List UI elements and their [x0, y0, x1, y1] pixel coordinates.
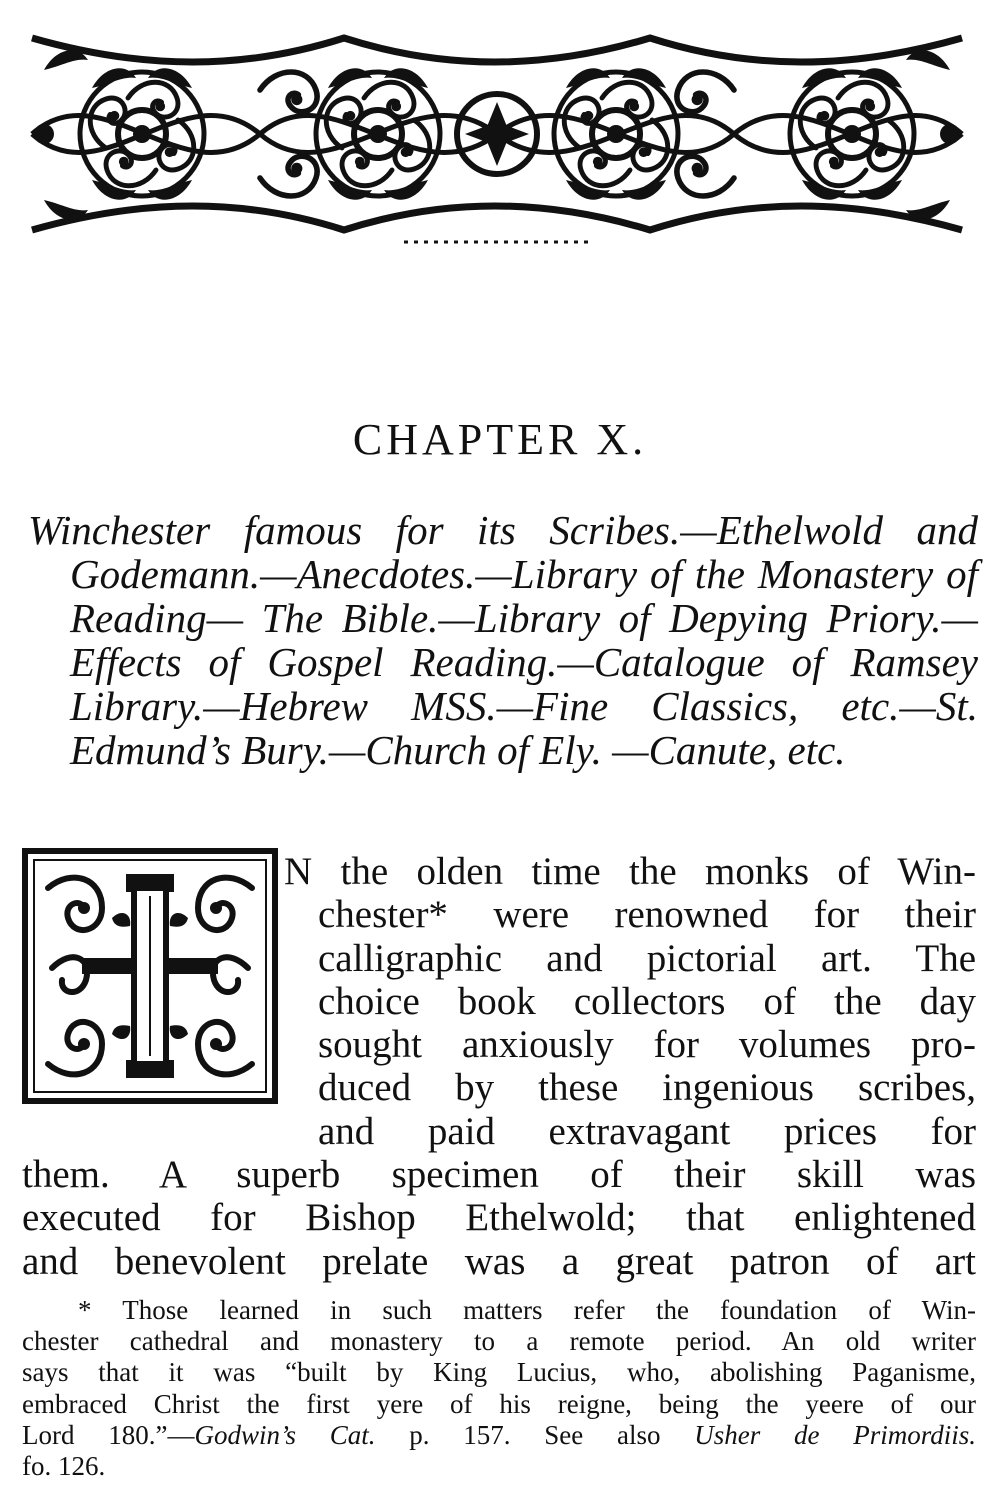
- footnote-citation-title: Usher de Primordiis.: [694, 1419, 976, 1450]
- floral-scroll-headpiece-icon: [24, 30, 970, 244]
- footnote-citation-title: Godwin’s Cat.: [194, 1419, 376, 1450]
- synopsis-first-line: Winchester famous for its Scribes.—Ethelwold and: [28, 507, 978, 553]
- footnote-line: fo. 126.: [22, 1450, 106, 1481]
- footnote-citation-text: p. 157. See also: [375, 1419, 695, 1450]
- body-paragraph: [22, 850, 976, 1283]
- footnote-line: says that it was “built by King Lucius, who, abolishing Paganisme,: [22, 1357, 976, 1388]
- body-line: duced by these ingenious scribes,: [318, 1066, 976, 1110]
- synopsis-continuation: Godemann.—Anecdotes.—Library of the Monastery of Reading— The Bible.—Library of Depying Priory.—Effects of Gospel Reading.—Catalogue of Ramsey Library.—Hebrew MSS.—Fine Classics, etc.—St. Edmund’s Bury.—Church of Ely. —Canute, etc.: [70, 551, 978, 773]
- chapter-synopsis: [28, 508, 978, 772]
- chapter-title: CHAPTER X.: [352, 415, 648, 464]
- footnote: [22, 1295, 976, 1482]
- body-line: calligraphic and pictorial art. The: [318, 936, 976, 980]
- body-line: executed for Bishop Ethelwold; that enlightened: [22, 1196, 976, 1240]
- body-line: chester* were renowned for their: [318, 893, 976, 937]
- footnote-line: * Those learned in such matters refer the foundation of Win-: [78, 1295, 976, 1325]
- body-line: choice book collectors of the day: [318, 979, 976, 1023]
- body-line: and benevolent prelate was a great patron of art: [22, 1239, 976, 1283]
- footnote-line: embraced Christ the first yere of his reigne, being the yeere of our: [22, 1388, 976, 1419]
- body-line: them. A superb specimen of their skill was: [22, 1153, 976, 1197]
- footnote-citation-line: [22, 1420, 976, 1451]
- body-line: sought anxiously for volumes pro-: [318, 1023, 976, 1067]
- body-line: N the olden time the monks of Win-: [284, 850, 976, 893]
- body-line: and paid extravagant prices for: [318, 1109, 976, 1153]
- footnote-line: chester cathedral and monastery to a remote period. An old writer: [22, 1326, 976, 1357]
- footnote-citation-text: Lord 180.”—: [22, 1419, 195, 1450]
